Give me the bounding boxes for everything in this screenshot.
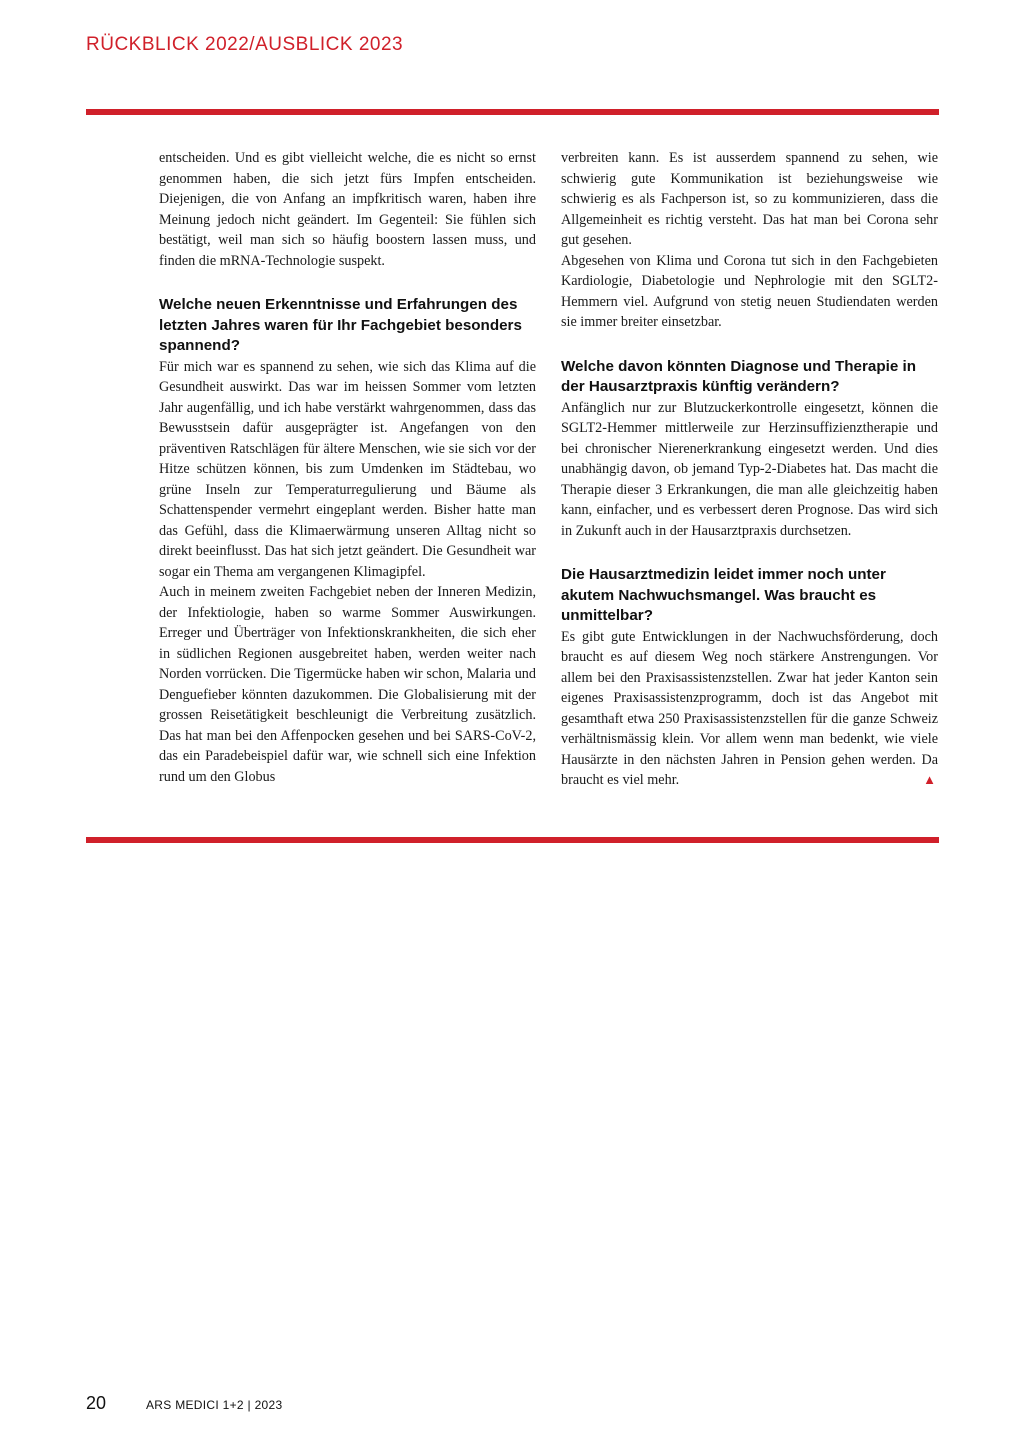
question-heading: Die Hausarztmedizin leidet immer noch unter akutem Nachwuchsmangel. Was braucht es unmittelbar? <box>561 566 886 624</box>
end-triangle-icon: ▲ <box>923 772 936 787</box>
journal-issue: ARS MEDICI 1+2 | 2023 <box>146 1398 283 1412</box>
paragraph-last <box>561 627 938 791</box>
page-number: 20 <box>86 1393 107 1413</box>
right-column <box>561 148 938 791</box>
paragraph: verbreiten kann. Es ist ausserdem spannend zu sehen, wie schwierig gute Kommunikation ist beziehungsweise wie schwierig es als Fachperson ist, so zu kommunizieren, dass die Allgemeinheit es richtig versteht. Das hat man bei Corona sehr gut gesehen. <box>561 150 938 248</box>
question-heading: Welche davon könnten Diagnose und Therapie in der Hausarztpraxis künftig verändern? <box>561 357 916 395</box>
question-heading: Welche neuen Erkenntnisse und Erfahrungen des letzten Jahres waren für Ihr Fachgebiet besonders spannend? <box>159 296 522 354</box>
paragraph: Anfänglich nur zur Blutzuckerkontrolle eingesetzt, können die SGLT2-Hemmer mittlerweile zur Herzinsuffizienztherapie und bei chronischer Nierenerkrankung eingesetzt werden. Und dies unabhängig davon, ob jemand Typ-2-Diabetes hat. Das macht die Therapie dieser 3 Erkrankungen, die man alle gleichzeitig haben kann, einfacher, und es verbessert deren Prognose. Das wird sich in Zukunft auch in der Hausarztpraxis durchsetzen. <box>561 399 938 539</box>
section-title: RÜCKBLICK 2022/AUSBLICK 2023 <box>86 34 404 55</box>
paragraph: entscheiden. Und es gibt vielleicht welche, die es nicht so ernst genommen haben, die sich jetzt fürs Impfen entscheiden. Diejenigen, die von Anfang an impfkritisch waren, haben ihre Meinung jedoch nicht geändert. Im Gegenteil: Sie fühlen sich bestätigt, weil man sich so häufig boostern lassen muss, und finden die mRNA-Technologie suspekt. <box>159 150 536 269</box>
top-divider <box>86 109 939 115</box>
paragraph: Auch in meinem zweiten Fachgebiet neben der Inneren Medizin, der Infektiologie, haben so warme Sommer Auswirkungen. Erreger und Überträger von Infektionskrankheiten, die sich eher in südlichen Regionen ausgebreitet haben, werden weiter nach Norden vorrücken. Die Tigermücke haben wir schon, Malaria und Denguefieber könnten dazukommen. Die Globalisierung mit der grossen Reisetätigkeit beschleunigt die Verbreitung zusätzlich. Das hat man bei den Affenpocken gesehen und bei SARS-CoV-2, das ein Paradebeispiel dafür war, wie schnell sich eine Infektion rund um den Globus <box>159 584 536 785</box>
paragraph-text: Es gibt gute Entwicklungen in der Nachwuchsförderung, doch braucht es auf diesem Weg noch stärkere Anstrengungen. Vor allem bei den Praxisassistenzstellen. Zwar hat jeder Kanton sein eigenes Praxisassistenzprogramm, doch ist das Angebot mit gesamthaft etwa 250 Praxisassistenzstellen für die ganze Schweiz verhältnismässig klein. Vor allem wenn man bedenkt, wie viele Hausärzte in den nächsten Jahren in Pension gehen werden. Da braucht es viel mehr. <box>561 628 938 788</box>
left-column <box>159 148 536 787</box>
bottom-divider <box>86 837 939 843</box>
paragraph: Abgesehen von Klima und Corona tut sich in den Fachgebieten Kardiologie, Diabetologie und Nephrologie mit den SGLT2-Hemmern viel. Aufgrund von stetig neuen Studiendaten werden sie immer breiter einsetzbar. <box>561 252 938 330</box>
paragraph: Für mich war es spannend zu sehen, wie sich das Klima auf die Gesundheit auswirkt. Das war im heissen Sommer vom letzten Jahr augenfällig, und ich habe verstärkt wahrgenommen, dass das Bewusstsein dafür ausgeprägter ist. Angefangen von den präventiven Ratschlägen für ältere Menschen, wie sie sich vor der Hitze schützen können, bis zum Umdenken im Städtebau, wo grüne Inseln zur Temperaturregulierung und Bäume als Schattenspender vermehrt eingeplant werden. Bisher hatte man das Gefühl, dass die Klimaerwärmung unseren Alltag nicht so direkt beeinflusst. Das hat sich jetzt geändert. Die Gesundheit war sogar ein Thema am vergangenen Klimagipfel. <box>159 358 536 580</box>
